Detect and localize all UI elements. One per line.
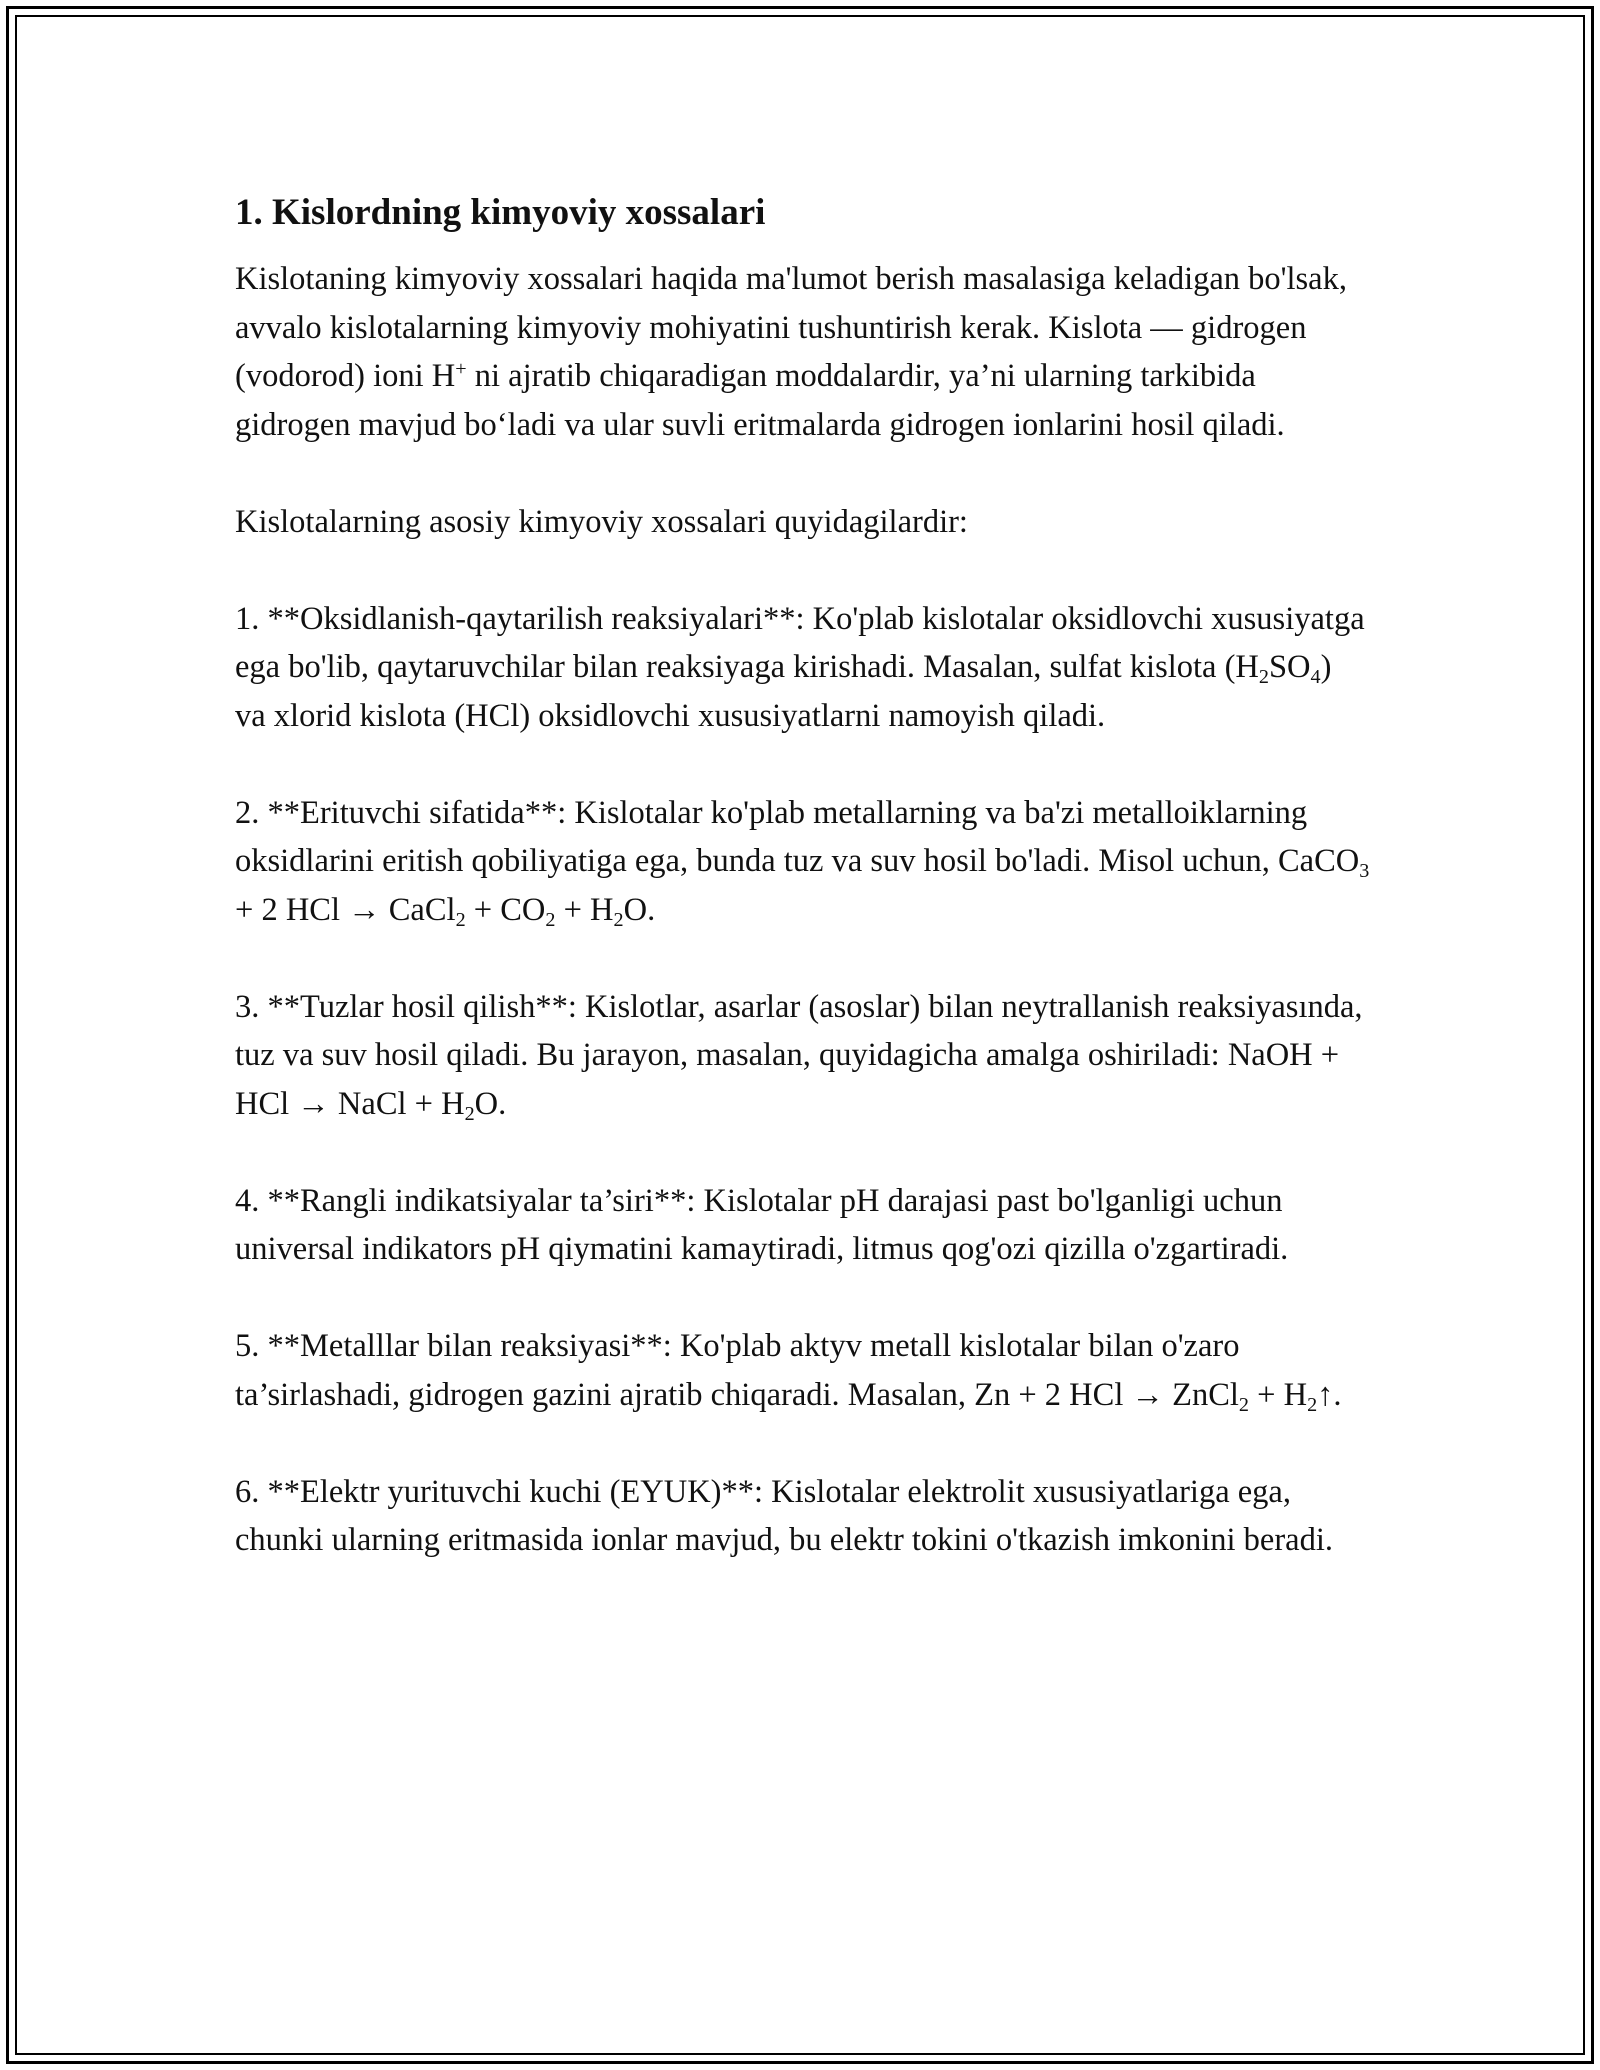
- item2-text-2: + 2 HCl → CaCl: [235, 891, 456, 928]
- item5-text-1: 5. **Metalllar bilan reaksiyasi**: Ko'plab aktyv metall kislotalar bilan o'zaro ta’sirlashadi, gidrogen gazini ajratib chiqaradi. Masalan, Zn + 2 HCl → ZnCl: [235, 1328, 1240, 1413]
- list-item-3: [235, 983, 1370, 1129]
- item2-sub-4: 2: [613, 908, 624, 931]
- item2-sub-2: 2: [455, 908, 466, 931]
- intro-paragraph: [235, 255, 1370, 449]
- item1-text-1: 1. **Oksidlanish-qaytarilish reaksiyalari**: Ko'plab kislotalar oksidlovchi xususiyatga ega bo'lib, qaytaruvchilar bilan reaksiyaga kirishadi. Masalan, sulfat kislota (H: [235, 600, 1365, 685]
- intro-text-1: Kislotaning kimyoviy xossalari haqida ma'lumot berish masalasiga keladigan bo'lsak, avvalo kislotalarning kimyoviy mohiyatini tushuntirish kerak. Kislota — gidrogen (vodorod) ioni H: [235, 261, 1347, 394]
- lead-paragraph: Kislotalarning asosiy kimyoviy xossalari quyidagilardir:: [235, 503, 968, 540]
- intro-text-2: ni ajratib chiqaradigan moddalardir, ya’ni ularning tarkibida gidrogen mavjud bo‘ladi va ular suvli eritmalarda gidrogen ionlarini hosil qiladi.: [235, 358, 1285, 443]
- item5-text-3: ↑.: [1317, 1376, 1342, 1413]
- item1-sub-1: 2: [1258, 666, 1269, 689]
- item3-text-1: 3. **Tuzlar hosil qilish**: Kislotlar, asarlar (asoslar) bilan neytrallanish reaksiyasında, tuz va suv hosil qiladi. Bu jarayon, masalan, quyidagicha amalga oshiriladi: NaOH + HCl → NaCl + H: [235, 988, 1363, 1122]
- item2-sub-3: 2: [545, 908, 556, 931]
- document-title: 1. Kislordning kimyoviy xossalari: [235, 192, 766, 233]
- item3-text-2: O.: [474, 1085, 507, 1122]
- item1-text-3: ) va xlorid kislota (HCl) oksidlovchi xususiyatlarni namoyish qiladi.: [235, 649, 1332, 734]
- list-item-1: [235, 595, 1370, 741]
- item5-sub-2: 2: [1307, 1393, 1318, 1416]
- item2-text-1: 2. **Erituvchi sifatida**: Kislotalar ko'plab metallarning va ba'zi metalloiklarning oksidlarini eritish qobiliyatiga ega, bunda tuz va suv hosil bo'ladi. Misol uchun, CaCO: [235, 794, 1360, 879]
- list-item-2: [235, 789, 1370, 935]
- item2-text-3: + CO: [465, 891, 546, 928]
- item2-text-4: + H: [555, 891, 614, 928]
- item2-sub-1: 3: [1359, 860, 1370, 883]
- item5-sub-1: 2: [1238, 1393, 1249, 1416]
- item1-sub-2: 4: [1310, 666, 1321, 689]
- intro-sup: +: [455, 357, 467, 380]
- list-item-5: [235, 1322, 1370, 1419]
- document-body: [235, 185, 1370, 1613]
- list-item-6: 6. **Elektr yurituvchi kuchi (EYUK)**: Kislotalar elektrolit xususiyatlariga ega, chunki ularning eritmasida ionlar mavjud, bu elektr tokini o'tkazish imkonini beradi.: [235, 1473, 1333, 1558]
- list-item-4: 4. **Rangli indikatsiyalar ta’siri**: Kislotalar pH darajasi past bo'lganligi uchun universal indikators pH qiymatini kamaytiradi, litmus qog'ozi qizilla o'zgartiradi.: [235, 1182, 1289, 1267]
- item1-text-2: SO: [1268, 649, 1311, 685]
- item5-text-2: + H: [1249, 1376, 1308, 1413]
- item3-sub-1: 2: [464, 1102, 475, 1125]
- item2-text-5: O.: [623, 891, 656, 928]
